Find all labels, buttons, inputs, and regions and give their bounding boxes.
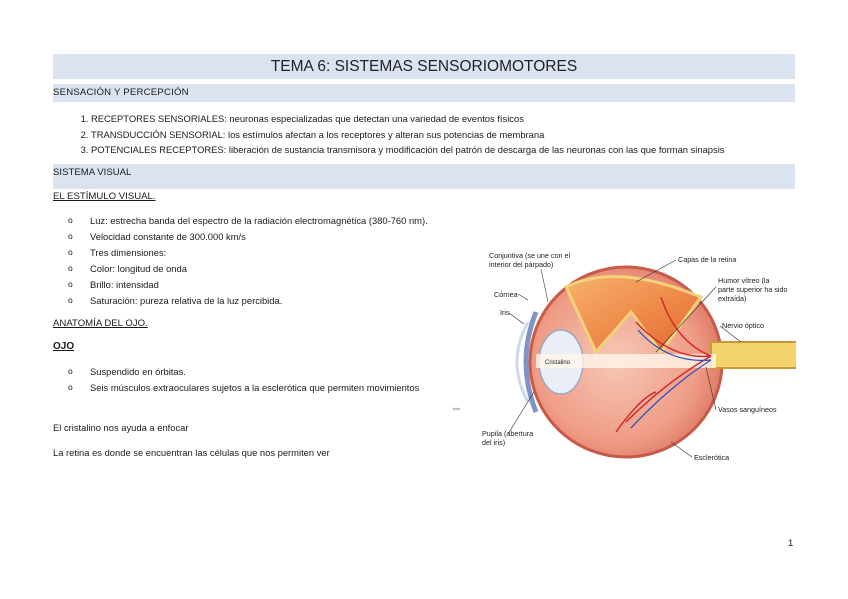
eye-list [53, 364, 446, 396]
label-pupila: Pupila (abertura del iris) [482, 429, 534, 447]
paragraph-retina: La retina es donde se encuentran las células que nos permiten ver [53, 447, 330, 458]
anatomy-heading: ANATOMÍA DEL OJO. [53, 318, 148, 329]
section-heading-text: SENSACIÓN Y PERCEPCIÓN [53, 87, 189, 98]
figure-tag: fckv [453, 406, 461, 411]
label-vasos: Vasos sanguíneos [718, 405, 777, 414]
section-heading-sensacion [53, 84, 795, 102]
list-item: o Tres dimensiones: [53, 245, 513, 261]
list-item: o Saturación: pureza relativa de la luz percibida. [53, 293, 513, 309]
list-item: 1. RECEPTORES SENSORIALES: neuronas especializadas que detectan una variedad de eventos físicos [91, 111, 848, 127]
label-capas: Capas de la retina [678, 255, 737, 264]
eye-anatomy-figure [456, 242, 796, 474]
list-item: o Velocidad constante de 300.000 km/s [53, 229, 513, 245]
label-conjuntiva: Conjuntiva (se une con el interior del párpado) [489, 251, 571, 269]
stimulus-list [53, 213, 513, 308]
label-cristalino: Cristalino [545, 360, 571, 366]
label-iris: Iris [500, 308, 510, 317]
page-title: TEMA 6: SISTEMAS SENSORIOMOTORES [53, 54, 795, 79]
page-number: 1 [788, 538, 794, 549]
label-cornea: Córnea [494, 290, 518, 299]
list-item: o Color: longitud de onda [53, 261, 513, 277]
paragraph-cristalino: El cristalino nos ayuda a enfocar [53, 422, 189, 433]
receptor-list [53, 111, 848, 158]
list-item: 3. POTENCIALES RECEPTORES: liberación de sustancia transmisora y modificación del patrón de descarga de las neuronas con las que forman sinapsis [91, 142, 848, 158]
label-esclerotica: Esclerótica [694, 453, 730, 462]
list-item: o Luz: estrecha banda del espectro de la radiación electromagnética (380-760 nm). [53, 213, 513, 229]
label-nervio: Nervio óptico [722, 321, 764, 330]
list-item: 2. TRANSDUCCIÓN SENSORIAL: los estímulos afectan a los receptores y alteran sus potencias de membrana [91, 127, 848, 143]
optic-nerve-shape [711, 342, 796, 368]
list-item: o Brillo: intensidad [53, 277, 513, 293]
stimulus-heading: EL ESTÍMULO VISUAL. [53, 191, 156, 202]
label-humor: Humor vítreo (la parte superior ha sido extraída) [718, 276, 788, 303]
list-item: o Seis músculos extraoculares sujetos a la esclerótica que permiten movimientos [53, 380, 446, 396]
list-item: o Suspendido en órbitas. [53, 364, 446, 380]
section-heading-text: SISTEMA VISUAL [53, 167, 132, 178]
section-heading-sistema-visual [53, 164, 795, 189]
eye-heading: OJO [53, 341, 75, 352]
